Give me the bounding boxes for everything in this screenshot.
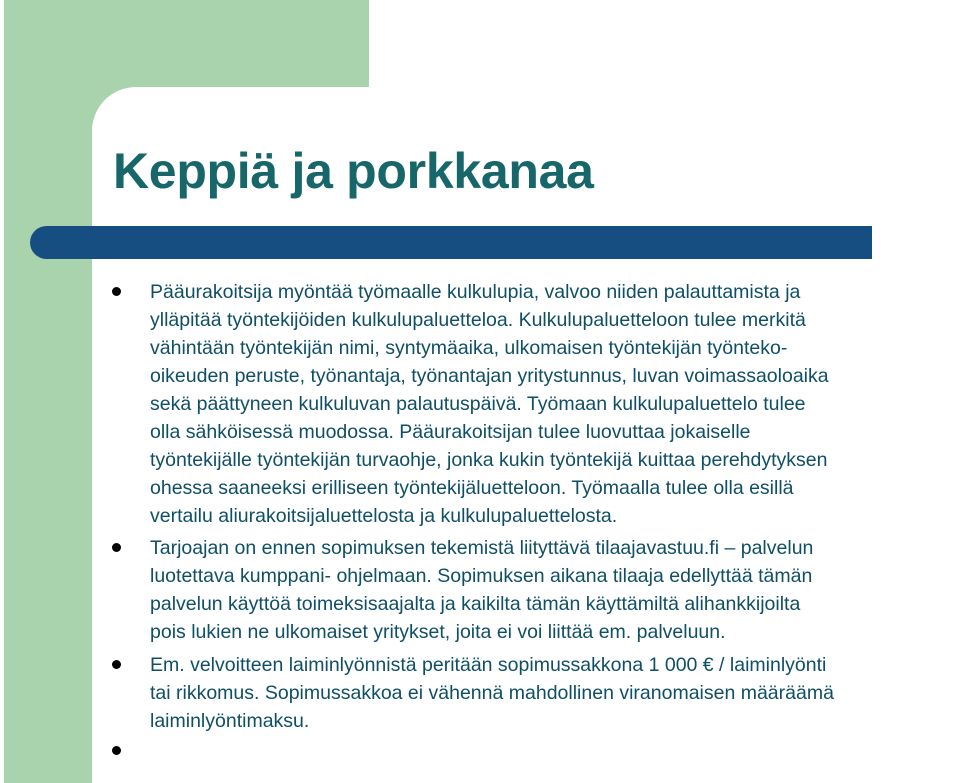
bullet-1-line-2: ylläpitää työntekijöiden kulkulupaluetteloa. Kulkulupaluetteloon tulee merkitä (150, 309, 806, 331)
slide-title: Keppiä ja porkkanaa (113, 143, 594, 199)
bullet-2-line-2: luotettava kumppani- ohjelmaan. Sopimuksen aikana tilaaja edellyttää tämän (150, 565, 813, 587)
bullet-3-line-3: laiminlyöntimaksu. (150, 710, 310, 732)
bullet-1-line-4: oikeuden peruste, työnantaja, työnantajan yritystunnus, luvan voimassaoloaika (150, 365, 829, 387)
bullet-marker (112, 287, 121, 296)
bullet-1-line-9: vertailu aliurakoitsijaluettelosta ja kulkulupaluettelosta. (150, 505, 618, 527)
bullet-marker-empty (112, 746, 121, 755)
bullet-marker (112, 543, 121, 552)
bullet-3-line-1: Em. velvoitteen laiminlyönnistä peritään sopimussakkona 1 000 € / laiminlyönti (150, 654, 827, 676)
bullet-2-line-1: Tarjoajan on ennen sopimuksen tekemistä liityttävä tilaajavastuu.fi – palvelun (150, 537, 814, 559)
bullet-1-line-5: sekä päättyneen kulkuluvan palautuspäivä. Työmaan kulkulupaluettelo tulee (150, 393, 806, 415)
bullet-marker (112, 660, 121, 669)
bullet-3-line-2: tai rikkomus. Sopimussakkoa ei vähennä mahdollinen viranomaisen määräämä (150, 682, 834, 704)
bullet-1-line-7: työntekijälle työntekijän turvaohje, jonka kukin työntekijä kuittaa perehdytyksen (150, 449, 828, 471)
bullet-2-line-3: palvelun käyttöä toimeksisaajalta ja kaikilta tämän käyttämiltä alihankkijoilta (150, 593, 801, 615)
bullet-1-line-8: ohessa saaneeksi erilliseen työntekijäluetteloon. Työmaalla tulee olla esillä (150, 477, 794, 499)
bullet-1-line-6: olla sähköisessä muodossa. Pääurakoitsijan tulee luovuttaa jokaiselle (150, 421, 751, 443)
bullet-1-line-1: Pääurakoitsija myöntää työmaalle kulkulupia, valvoo niiden palauttamista ja (150, 281, 801, 303)
bullet-2-line-4: pois lukien ne ulkomaiset yritykset, joita ei voi liittää em. palveluun. (150, 621, 726, 643)
bullet-1-line-3: vähintään työntekijän nimi, syntymäaika, ulkomaisen työntekijän työnteko- (150, 337, 788, 359)
